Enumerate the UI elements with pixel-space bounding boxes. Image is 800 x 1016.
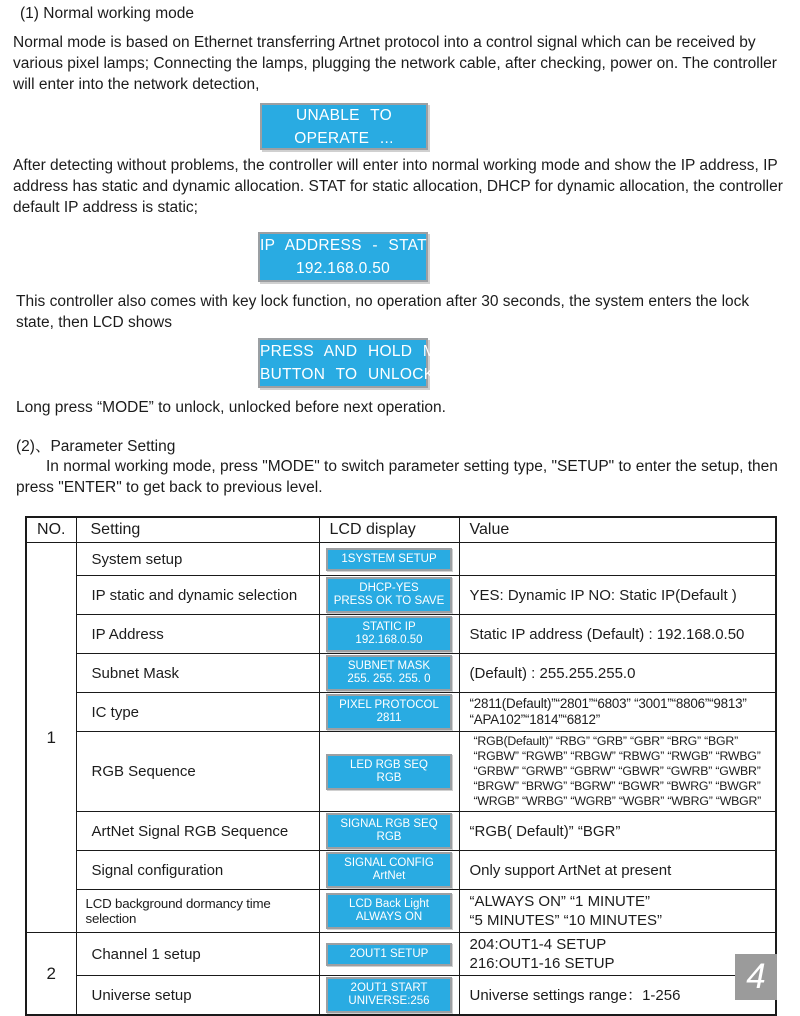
- lcd-line: LED RGB SEQ: [350, 758, 428, 771]
- lcd-line: 192.168.0.50: [295, 260, 391, 277]
- table-row: [26, 890, 776, 933]
- table-row: [26, 654, 776, 693]
- table-row: [26, 851, 776, 890]
- table-body: [26, 543, 776, 1016]
- lcd-line: PRESS AND HOLD M: [260, 343, 437, 360]
- section1-paragraph-4: Long press “MODE” to unlock, unlocked before next operation.: [16, 399, 446, 416]
- table-row: [26, 693, 776, 732]
- value-line: Universe settings range：1-256: [469, 986, 681, 1004]
- parameter-table-wrapper: [25, 516, 777, 1016]
- lcd-line: OPERATE ...: [294, 129, 394, 147]
- value-line: “RGBW” “RGWB” “RBGW” “RBWG” “RWGB” “RWBG”: [473, 749, 761, 763]
- value-cell: [459, 933, 776, 976]
- page-number: 4: [746, 957, 766, 996]
- column-header-lcd: LCD display: [319, 517, 459, 543]
- lcd-cell: [319, 615, 459, 654]
- setting-cell: LCD background dormancy time selection: [76, 890, 319, 933]
- lcd-line: ALWAYS ON: [355, 911, 423, 923]
- table-row: [26, 933, 776, 976]
- lcd-screen: [326, 616, 452, 652]
- parameter-table: [25, 516, 777, 1016]
- row-group-number: 1: [26, 543, 76, 933]
- lcd-cell: [319, 654, 459, 693]
- lcd-line: IP ADDRESS - STAT: [260, 237, 427, 254]
- lcd-line: 2OUT1 SETUP: [349, 947, 429, 960]
- value-cell: [459, 851, 776, 890]
- value-line: “ALWAYS ON” “1 MINUTE”: [469, 893, 651, 910]
- lcd-screen: [326, 893, 452, 929]
- lcd-line: SIGNAL CONFIG: [344, 857, 434, 869]
- lcd-line: DHCP-YES: [359, 582, 419, 594]
- table-row: [26, 812, 776, 851]
- lcd-cell: [319, 890, 459, 933]
- value-line: “GRBW” “GRWB” “GBRW” “GBWR” “GWRB” “GWBR”: [473, 764, 761, 778]
- lcd-line: LCD Back Light: [349, 898, 429, 910]
- lcd-cell: [319, 543, 459, 576]
- lcd-line: UNIVERSE:256: [348, 995, 430, 1007]
- lcd-cell: [319, 933, 459, 976]
- lcd-cell: [319, 851, 459, 890]
- lcd-line: RGB: [376, 771, 402, 784]
- value-line: YES: Dynamic IP NO: Static IP(Default ): [469, 586, 737, 604]
- lcd-cell: [319, 976, 459, 1016]
- value-line: “BRGW” “BRWG” “BGRW” “BGWR” “BWRG” “BWGR”: [473, 779, 761, 793]
- section1-paragraph-2: After detecting without problems, the controller will enter into normal working mode and show the IP address, IP address has static and dynamic allocation. STAT for static allocation, DHCP for dynamic allocation, the controller default IP address is static;: [13, 157, 783, 216]
- lcd-line: BUTTON TO UNLOCK: [260, 366, 435, 383]
- value-line: “2811(Default)”“2801”“6803” “3001”“8806”“9813”: [469, 696, 747, 711]
- column-header-no: NO.: [26, 517, 76, 543]
- setting-cell: Subnet Mask: [76, 654, 319, 693]
- lcd-line: 2811: [376, 712, 402, 724]
- section2-paragraph: In normal working mode, press "MODE" to switch parameter setting type, "SETUP" to enter the setup, then press "ENTER" to get back to previous level.: [16, 458, 778, 496]
- lcd-line: 2OUT1 START: [350, 982, 428, 994]
- lcd-screen: [326, 655, 452, 691]
- setting-cell: Universe setup: [76, 976, 319, 1016]
- value-line: Only support ArtNet at present: [469, 861, 672, 879]
- setting-cell: RGB Sequence: [76, 732, 319, 812]
- value-cell: [459, 890, 776, 933]
- table-row: [26, 543, 776, 576]
- lcd-screen: [326, 943, 452, 966]
- section2-heading: (2)、Parameter Setting: [16, 438, 176, 455]
- value-cell: [459, 812, 776, 851]
- value-line: “RGB(Default)” “RBG” “GRB” “GBR” “BRG” “BGR”: [473, 734, 738, 748]
- section1-paragraph-3: This controller also comes with key lock function, no operation after 30 seconds, the system enters the lock state, then LCD shows: [16, 293, 750, 331]
- column-header-value: Value: [459, 517, 776, 543]
- lcd-display-ip-address: [258, 232, 428, 282]
- lcd-line: 255. 255. 255. 0: [347, 673, 431, 685]
- lcd-line: SIGNAL RGB SEQ: [340, 818, 438, 830]
- value-line: 204:OUT1-4 SETUP: [469, 936, 607, 953]
- lcd-line: PRESS OK TO SAVE: [333, 595, 445, 607]
- value-line: “5 MINUTES” “10 MINUTES”: [469, 912, 663, 929]
- lcd-cell: [319, 812, 459, 851]
- table-row: [26, 615, 776, 654]
- setting-cell: ArtNet Signal RGB Sequence: [76, 812, 319, 851]
- setting-cell: Channel 1 setup: [76, 933, 319, 976]
- lcd-display-unable-to-operate: [260, 103, 428, 150]
- table-header-row: [26, 517, 776, 543]
- lcd-screen: [326, 754, 452, 790]
- lcd-cell: [319, 732, 459, 812]
- column-header-setting: Setting: [76, 517, 319, 543]
- lcd-line: STATIC IP: [362, 621, 416, 633]
- lcd-cell: [319, 576, 459, 615]
- lcd-line: ArtNet: [372, 870, 406, 882]
- value-line: 216:OUT1-16 SETUP: [469, 955, 615, 972]
- lcd-screen: [326, 852, 452, 888]
- lcd-screen: [326, 577, 452, 613]
- table-row: [26, 732, 776, 812]
- value-line: “RGB( Default)” “BGR”: [469, 822, 621, 840]
- lcd-line: 1SYSTEM SETUP: [341, 552, 437, 565]
- setting-cell: IP Address: [76, 615, 319, 654]
- value-cell: [459, 615, 776, 654]
- lcd-line: RGB: [376, 831, 402, 843]
- lcd-line: SUBNET MASK: [347, 660, 431, 672]
- value-line: (Default) : 255.255.255.0: [469, 664, 636, 682]
- lcd-screen: [326, 977, 452, 1013]
- row-group-number: 2: [26, 933, 76, 1016]
- lcd-screen: [326, 548, 452, 571]
- value-cell: [459, 732, 776, 812]
- lcd-line: PIXEL PROTOCOL: [339, 699, 439, 711]
- page-number-tab: [735, 954, 777, 1000]
- lcd-line: 192.168.0.50: [355, 634, 423, 646]
- table-row: [26, 576, 776, 615]
- value-cell: [459, 976, 776, 1016]
- value-cell: [459, 543, 776, 576]
- setting-cell: System setup: [76, 543, 319, 576]
- table-row: [26, 976, 776, 1016]
- value-cell: [459, 576, 776, 615]
- section1-paragraph-1: Normal mode is based on Ethernet transferring Artnet protocol into a control signal which can be received by various pixel lamps; Connecting the lamps, plugging the network cable, after checking, power on. The controller will enter into the network detection,: [13, 34, 777, 93]
- lcd-screen: [326, 694, 452, 730]
- value-line: “APA102”“1814”“6812”: [469, 712, 600, 727]
- setting-cell: IC type: [76, 693, 319, 732]
- lcd-line: UNABLE TO: [296, 106, 392, 124]
- value-line: “WRGB” “WRBG” “WGRB” “WGBR” “WBRG” “WBGR”: [473, 794, 762, 808]
- lcd-display-press-hold: [258, 338, 437, 388]
- value-cell: [459, 693, 776, 732]
- lcd-screen: [326, 813, 452, 849]
- lcd-cell: [319, 693, 459, 732]
- value-line: Static IP address (Default) : 192.168.0.50: [469, 625, 745, 643]
- section1-heading: (1) Normal working mode: [20, 5, 194, 22]
- setting-cell: IP static and dynamic selection: [76, 576, 319, 615]
- setting-cell: Signal configuration: [76, 851, 319, 890]
- value-cell: [459, 654, 776, 693]
